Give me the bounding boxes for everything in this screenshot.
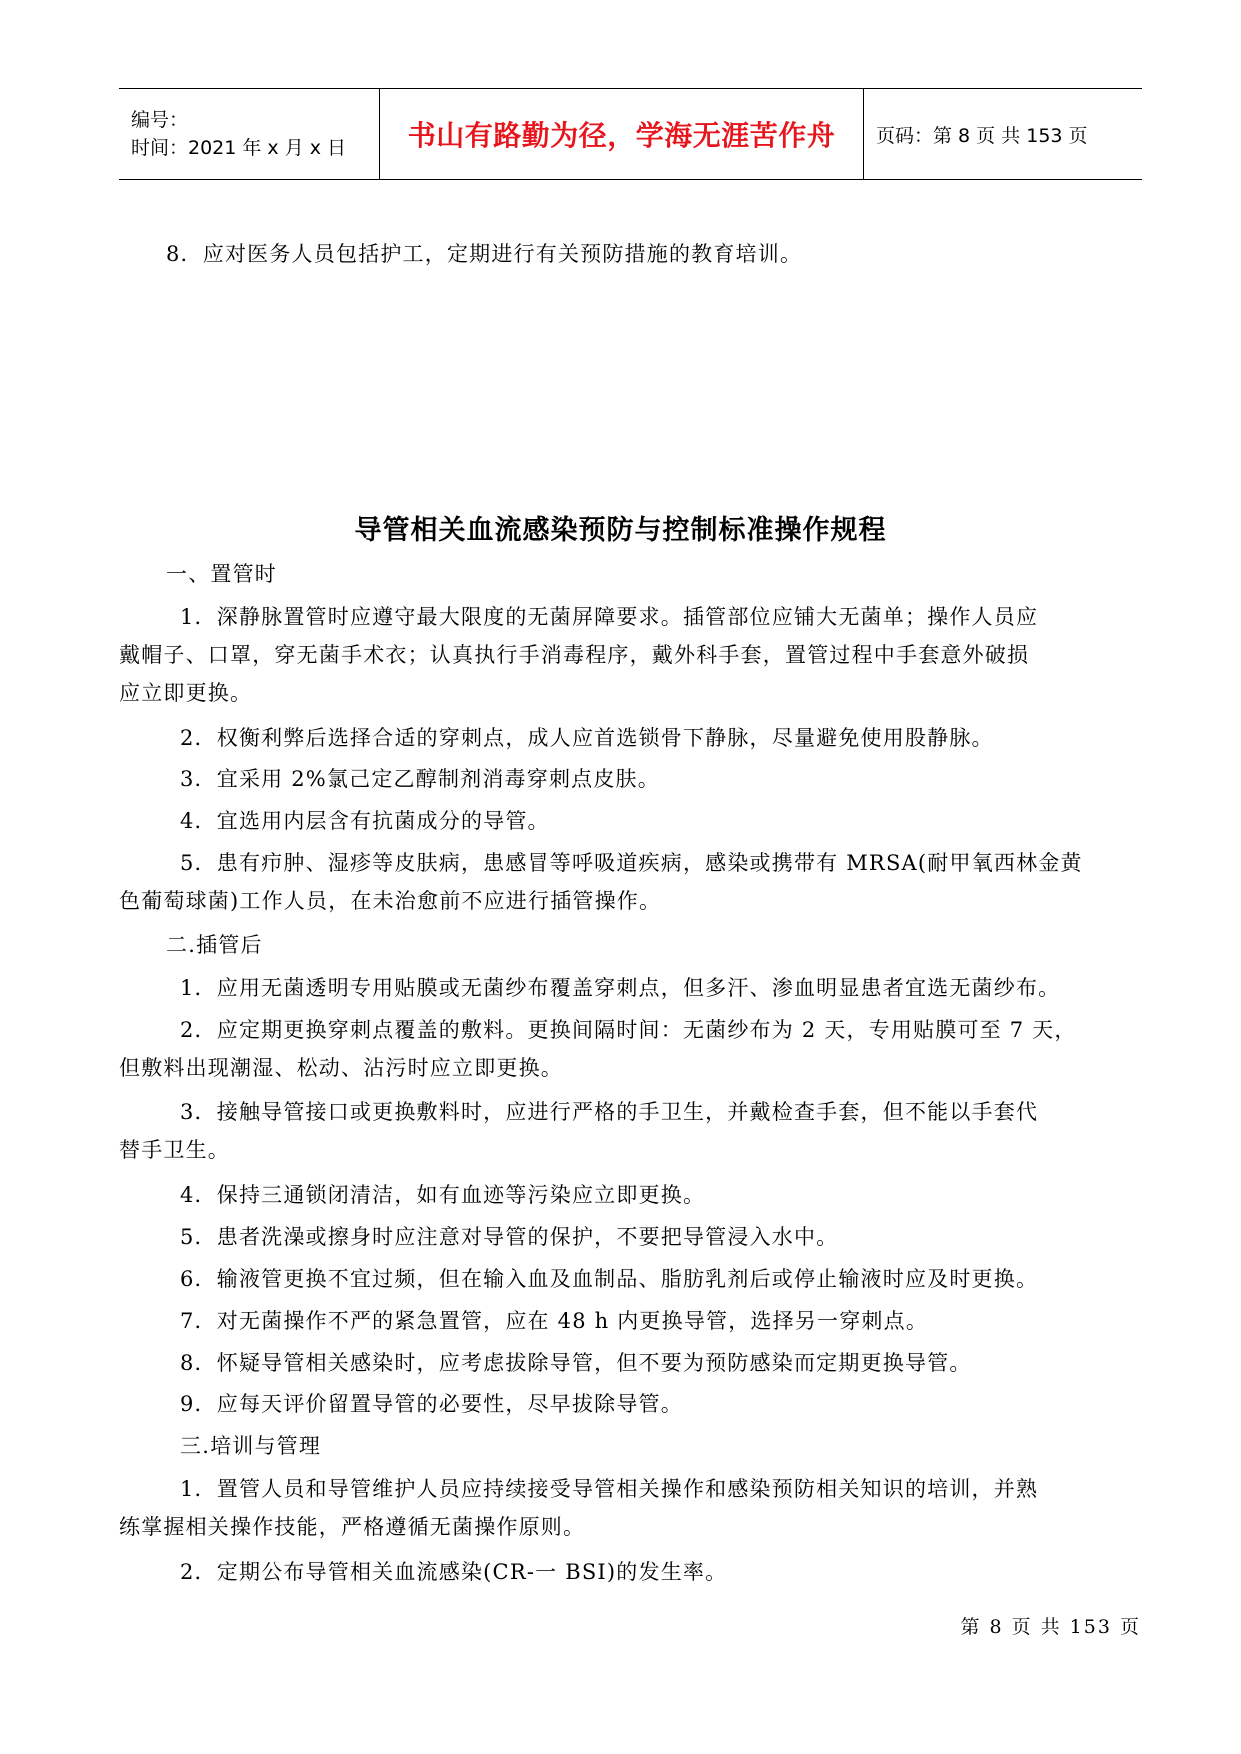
document-number-label: 编号： [131, 109, 189, 131]
paragraph-line: 7．对无菌操作不严的紧急置管，应在 48 h 内更换导管，选择另一穿刺点。 [180, 1309, 929, 1333]
paragraph-line: 9．应每天评价留置导管的必要性，尽早拔除导管。 [180, 1392, 683, 1416]
header-page-cell [864, 89, 1142, 179]
paragraph-line: 但敷料出现潮湿、松动、沾污时应立即更换。 [119, 1056, 563, 1080]
paragraph-line: 色葡萄球菌)工作人员，在未治愈前不应进行插管操作。 [119, 889, 662, 913]
section-heading-1: 一、置管时 [166, 562, 277, 586]
paragraph-line: 5．患有疖肿、湿疹等皮肤病，患感冒等呼吸道疾病，感染或携带有 MRSA(耐甲氧西林金黄 [180, 851, 1083, 875]
previous-item-text: 8．应对医务人员包括护工，定期进行有关预防措施的教育培训。 [166, 242, 803, 266]
paragraph-line: 3．宜采用 2%氯己定乙醇制剂消毒穿刺点皮肤。 [180, 767, 660, 791]
paragraph-line: 1．置管人员和导管维护人员应持续接受导管相关操作和感染预防相关知识的培训，并熟 [180, 1477, 1039, 1501]
paragraph-line: 1．应用无菌透明专用贴膜或无菌纱布覆盖穿刺点，但多汗、渗血明显患者宜选无菌纱布。 [180, 976, 1061, 1000]
paragraph-line: 4．宜选用内层含有抗菌成分的导管。 [180, 809, 550, 833]
section-heading-2: 二.插管后 [166, 933, 263, 957]
paragraph-line: 戴帽子、口罩，穿无菌手术衣；认真执行手消毒程序，戴外科手套，置管过程中手套意外破损 [119, 643, 1030, 667]
paragraph-line: 2．应定期更换穿刺点覆盖的敷料。更换间隔时间：无菌纱布为 2 天，专用贴膜可至 7 天， [180, 1018, 1077, 1042]
paragraph-line: 1．深静脉置管时应遵守最大限度的无菌屏障要求。插管部位应铺大无菌单；操作人员应 [180, 605, 1039, 629]
paragraph-line: 3．接触导管接口或更换敷料时，应进行严格的手卫生，并戴检查手套，但不能以手套代 [180, 1100, 1039, 1124]
header-motto-cell [379, 89, 864, 179]
section-heading-3: 三.培训与管理 [180, 1434, 322, 1458]
document-time-label: 时间：2021 年 x 月 x 日 [131, 137, 347, 159]
paragraph-line: 5．患者洗澡或擦身时应注意对导管的保护，不要把导管浸入水中。 [180, 1225, 839, 1249]
paragraph-line: 2．定期公布导管相关血流感染(CR-一 BSI)的发生率。 [180, 1560, 728, 1584]
paragraph-line: 8．怀疑导管相关感染时，应考虑拔除导管，但不要为预防感染而定期更换导管。 [180, 1351, 972, 1375]
document-header [119, 88, 1142, 180]
document-title: 导管相关血流感染预防与控制标准操作规程 [354, 515, 887, 546]
header-motto: 书山有路勤为径，学海无涯苦作舟 [407, 119, 836, 152]
paragraph-line: 6．输液管更换不宜过频，但在输入血及血制品、脂肪乳剂后或停止输液时应及时更换。 [180, 1267, 1039, 1291]
header-info-cell [119, 89, 379, 179]
paragraph-line: 4．保持三通锁闭清洁，如有血迹等污染应立即更换。 [180, 1183, 706, 1207]
paragraph-line: 2．权衡利弊后选择合适的穿刺点，成人应首选锁骨下静脉，尽量避免使用股静脉。 [180, 726, 994, 750]
paragraph-line: 替手卫生。 [119, 1138, 230, 1162]
paragraph-line: 应立即更换。 [119, 681, 253, 705]
page-footer: 第 8 页 共 153 页 [960, 1616, 1141, 1638]
paragraph-line: 练掌握相关操作技能，严格遵循无菌操作原则。 [119, 1515, 586, 1539]
header-page-label: 页码：第 8 页 共 153 页 [876, 124, 1088, 147]
